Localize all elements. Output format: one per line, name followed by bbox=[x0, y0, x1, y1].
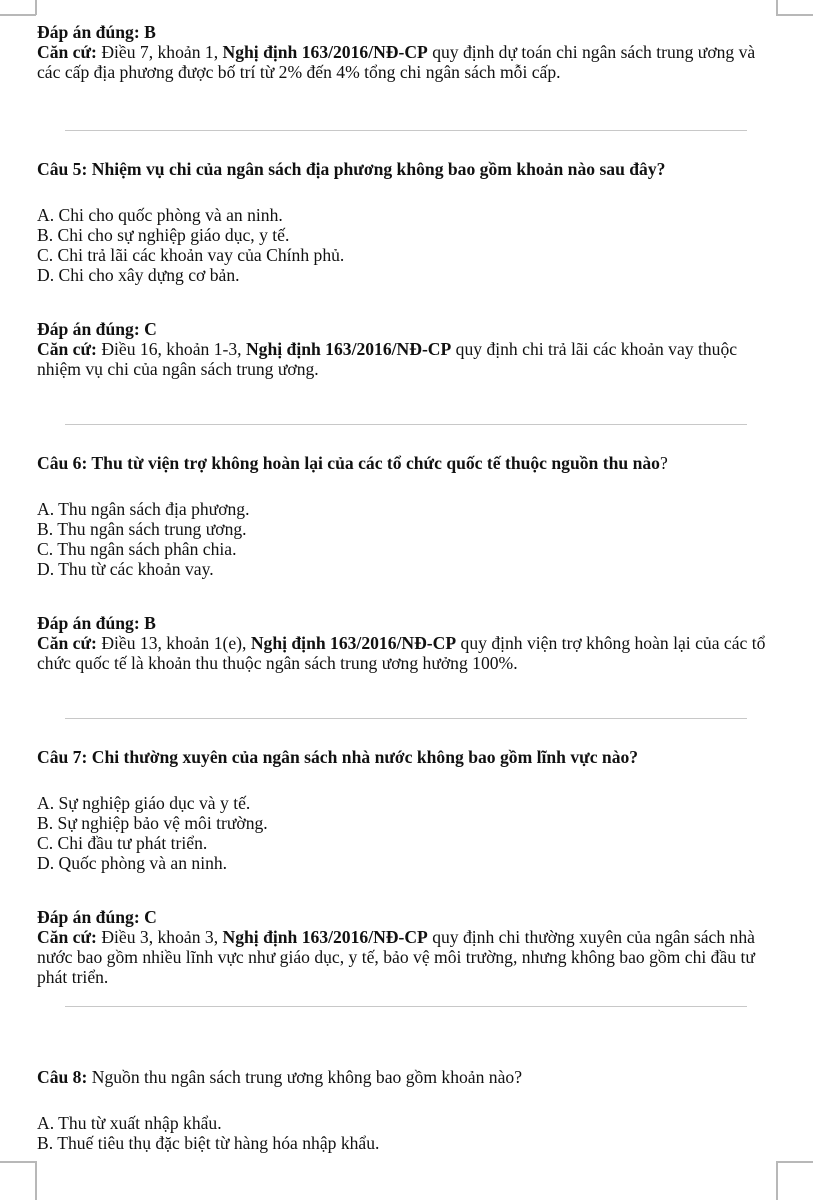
option-c: C. Chi trả lãi các khoản vay của Chính phủ. bbox=[37, 245, 345, 265]
options-list bbox=[37, 499, 250, 579]
option-c: C. Chi đầu tư phát triển. bbox=[37, 833, 208, 853]
q4-answer-block bbox=[37, 22, 777, 82]
q5-answer-block bbox=[37, 319, 777, 379]
q7-answer-block bbox=[37, 907, 777, 987]
answer-label: Đáp án đúng: C bbox=[37, 319, 157, 339]
option-b: B. Thuế tiêu thụ đặc biệt từ hàng hóa nhập khẩu. bbox=[37, 1133, 380, 1153]
option-a: A. Thu ngân sách địa phương. bbox=[37, 499, 250, 519]
answer-basis: Căn cứ: Điều 7, khoản 1, Nghị định 163/2016/NĐ-CP quy định dự toán chi ngân sách trung ương và các cấp địa phương được bố trí từ 2% đến 4% tổng chi ngân sách mỗi cấp. bbox=[37, 42, 756, 82]
crop-mark-top-left-v bbox=[35, 0, 37, 15]
answer-label: Đáp án đúng: C bbox=[37, 907, 157, 927]
divider bbox=[65, 1006, 747, 1007]
option-c: C. Thu ngân sách phân chia. bbox=[37, 539, 237, 559]
crop-mark-top-right-v bbox=[776, 0, 778, 15]
divider bbox=[65, 718, 747, 719]
option-a: A. Chi cho quốc phòng và an ninh. bbox=[37, 205, 283, 225]
crop-mark-bottom-right-v bbox=[776, 1161, 778, 1200]
question-title: Câu 7: Chi thường xuyên của ngân sách nhà nước không bao gồm lĩnh vực nào? bbox=[37, 747, 639, 767]
crop-mark-bottom-left-h bbox=[0, 1161, 36, 1163]
answer-basis: Căn cứ: Điều 3, khoản 3, Nghị định 163/2016/NĐ-CP quy định chi thường xuyên của ngân sách nhà nước bao gồm nhiều lĩnh vực như giáo dục, y tế, bảo vệ môi trường, nhưng không bao gồm chi đầu tư phát triển. bbox=[37, 927, 755, 987]
crop-mark-bottom-left-v bbox=[35, 1161, 37, 1200]
crop-mark-bottom-right-h bbox=[776, 1161, 813, 1163]
options-list bbox=[37, 1113, 379, 1153]
options-list bbox=[37, 205, 344, 285]
option-d: D. Quốc phòng và an ninh. bbox=[37, 853, 228, 873]
crop-mark-top-left-h bbox=[0, 14, 36, 16]
q6-answer-block bbox=[37, 613, 777, 673]
options-list bbox=[37, 793, 268, 873]
option-a: A. Sự nghiệp giáo dục và y tế. bbox=[37, 793, 251, 813]
question-title: Câu 8: Nguồn thu ngân sách trung ương không bao gồm khoản nào? bbox=[37, 1067, 523, 1087]
answer-basis: Căn cứ: Điều 13, khoản 1(e), Nghị định 163/2016/NĐ-CP quy định viện trợ không hoàn lại của các tổ chức quốc tế là khoản thu thuộc ngân sách trung ương hưởng 100%. bbox=[37, 633, 766, 673]
divider bbox=[65, 130, 747, 131]
option-b: B. Thu ngân sách trung ương. bbox=[37, 519, 247, 539]
option-b: B. Chi cho sự nghiệp giáo dục, y tế. bbox=[37, 225, 290, 245]
option-d: D. Chi cho xây dựng cơ bản. bbox=[37, 265, 240, 285]
crop-mark-top-right-h bbox=[776, 14, 813, 16]
answer-basis: Căn cứ: Điều 16, khoản 1-3, Nghị định 163/2016/NĐ-CP quy định chi trả lãi các khoản vay thuộc nhiệm vụ chi của ngân sách trung ương. bbox=[37, 339, 738, 379]
answer-label: Đáp án đúng: B bbox=[37, 613, 156, 633]
divider bbox=[65, 424, 747, 425]
answer-label: Đáp án đúng: B bbox=[37, 22, 156, 42]
option-d: D. Thu từ các khoản vay. bbox=[37, 559, 214, 579]
question-title: Câu 6: Thu từ viện trợ không hoàn lại của các tổ chức quốc tế thuộc nguồn thu nào? bbox=[37, 453, 668, 473]
option-a: A. Thu từ xuất nhập khẩu. bbox=[37, 1113, 222, 1133]
option-b: B. Sự nghiệp bảo vệ môi trường. bbox=[37, 813, 268, 833]
question-title: Câu 5: Nhiệm vụ chi của ngân sách địa phương không bao gồm khoản nào sau đây? bbox=[37, 159, 666, 179]
